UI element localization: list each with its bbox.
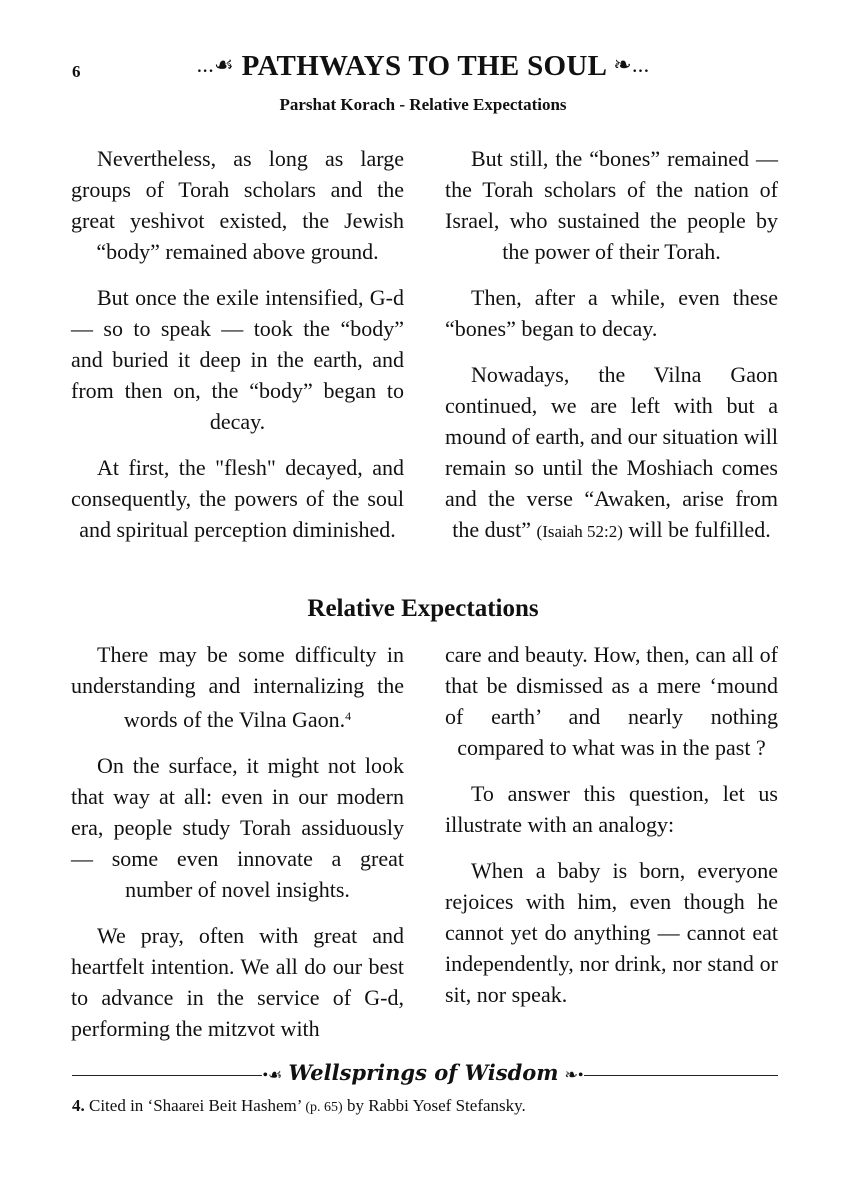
paragraph	[71, 639, 404, 735]
book-title: PATHWAYS TO THE SOUL	[241, 50, 606, 82]
footnote-text: Cited in ‘Shaarei Beit Hashem’	[89, 1096, 302, 1115]
paragraph: But still, the “bones” remained — the Torah scholars of the nation of Israel, who sustained the people by the power of their Torah.	[445, 146, 778, 264]
running-header	[0, 50, 846, 83]
ornament-right-icon: ❧...	[613, 52, 650, 77]
page-number: 6	[72, 62, 81, 81]
paragraph: On the surface, it might not look that way at all: even in our modern era, people study Torah assiduously — some even innovate a great number of novel insights.	[71, 753, 404, 902]
chapter-subtitle: Parshat Korach - Relative Expectations	[279, 95, 567, 114]
paragraph: To answer this question, let us illustrate with an analogy:	[445, 781, 778, 837]
paragraph-text: There may be some difficulty in understanding and internalizing the words of the Vilna Gaon.	[71, 642, 404, 732]
top-left-column	[71, 143, 404, 560]
top-right-column	[445, 143, 778, 562]
paragraph: Nevertheless, as long as large groups of Torah scholars and the great yeshivot existed, the Jewish “body” remained above ground.	[71, 146, 404, 264]
paragraph: But once the exile intensified, G-d — so to speak — took the “body” and buried it deep in the earth, and from then on, the “body” began to decay.	[71, 285, 404, 434]
paragraph: care and beauty. How, then, can all of that be dismissed as a mere ‘mound of earth’ and nearly nothing compared to what was in the past ?	[445, 642, 778, 760]
bottom-left-column	[71, 639, 404, 1059]
ornament-left-icon: ⁠•☙	[262, 1067, 283, 1084]
paragraph: We pray, often with great and heartfelt intention. We all do our best to advance in the service of G-d, performing the mitzvot with	[71, 923, 404, 1041]
footnote-page-ref: (p. 65)	[305, 1100, 343, 1115]
paragraph: When a baby is born, everyone rejoices with him, even though he cannot yet do anything — cannot eat independently, nor drink, nor stand or sit, nor speak.	[445, 858, 778, 1007]
ornament-right-icon: ❧•	[564, 1067, 584, 1084]
ornament-left-icon: ...⁠☙	[196, 52, 235, 77]
footnote-number: 4.	[72, 1096, 85, 1115]
section-heading: Relative Expectations	[307, 595, 539, 622]
paragraph: At first, the "flesh" decayed, and consequently, the powers of the soul and spiritual perception diminished.	[71, 455, 404, 542]
bottom-right-column	[445, 639, 778, 1025]
paragraph	[445, 359, 778, 547]
scripture-citation: (Isaiah 52:2)	[536, 522, 623, 541]
footnote-text: by Rabbi Yosef Stefansky.	[346, 1096, 526, 1115]
paragraph-text: will be fulfilled.	[628, 517, 771, 542]
footer-banner	[0, 1060, 846, 1085]
footnote-reference: 4	[345, 709, 352, 723]
paragraph-text: Nowadays, the Vilna Gaon continued, we are left with but a mound of earth, and our situation will remain so until the Moshiach comes and the verse “Awaken, arise from the dust”	[445, 362, 778, 542]
footer-label: Wellsprings of Wisdom	[282, 1060, 564, 1085]
footnote	[72, 1096, 526, 1116]
paragraph: Then, after a while, even these “bones” began to decay.	[445, 285, 778, 341]
